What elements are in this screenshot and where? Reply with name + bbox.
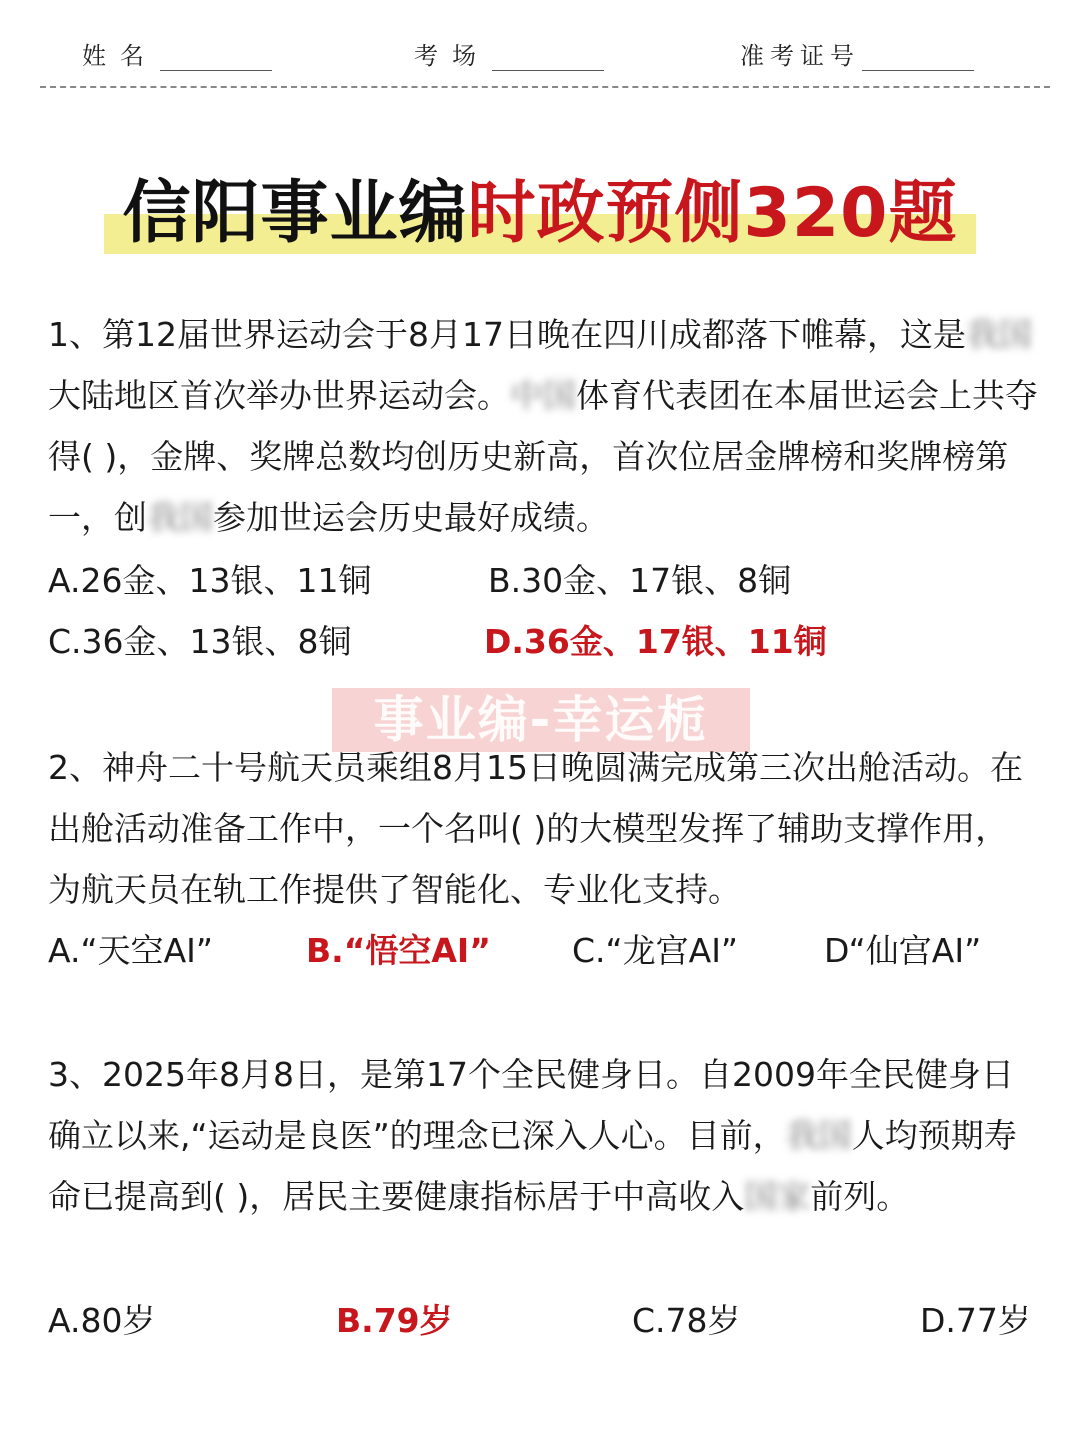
question-2-option-a[interactable]: A.“天空AI” [48, 931, 213, 970]
question-2-option-b-correct[interactable]: B.“悟空AI” [306, 931, 491, 970]
venue-label: 考场 [414, 42, 490, 70]
venue-blank-line [492, 44, 604, 71]
blurred-word: 中国 [510, 376, 576, 415]
question-1-option-b[interactable]: B.30金、17银、8铜 [488, 561, 792, 600]
blurred-word: 我国 [147, 498, 213, 537]
question-2-text: 2、神舟二十号航天员乘组8月15日晚圆满完成第三次出舱活动。在出舱活动准备工作中，一个名叫( )的大模型发挥了辅助支撑作用，为航天员在轨工作提供了智能化、专业化支持。 [48, 748, 1023, 909]
name-field[interactable] [82, 36, 272, 71]
venue-field[interactable] [414, 36, 604, 71]
question-3-option-a[interactable]: A.80岁 [48, 1301, 156, 1340]
name-label: 姓名 [82, 42, 158, 70]
question-3-option-c[interactable]: C.78岁 [632, 1301, 741, 1340]
question-2-option-c[interactable]: C.“龙宫AI” [572, 931, 739, 970]
name-blank-line [160, 44, 272, 71]
dashed-divider [40, 86, 1050, 88]
title-part-red: 时政预侧320题 [467, 174, 958, 253]
question-1-option-c[interactable]: C.36金、13银、8铜 [48, 622, 352, 661]
title-part-black: 信阳事业编 [122, 174, 468, 253]
question-3-option-d[interactable]: D.77岁 [920, 1301, 1031, 1340]
question-3-text: 3、2025年8月8日，是第17个全民健身日。自2009年全民健身日确立以来,“运动是良医”的理念已深入人心。目前，我国人均预期寿命已提高到( )，居民主要健康指标居于中高收入国家前列。 [48, 1044, 1038, 1227]
question-3-options-row [48, 1290, 1038, 1351]
candidate-info-fields [0, 36, 1080, 76]
question-1-options-row-1 [48, 550, 1038, 611]
question-2-options-row [48, 920, 1038, 981]
watermark: 事业编-幸运栀 [332, 688, 750, 752]
question-1-options-row-2 [48, 611, 1038, 672]
question-1-option-a[interactable]: A.26金、13银、11铜 [48, 561, 372, 600]
question-1-text: 1、第12届世界运动会于8月17日晚在四川成都落下帷幕，这是我国大陆地区首次举办世界运动会。中国体育代表团在本届世运会上共夺得( )，金牌、奖牌总数均创历史新高，首次位居金牌榜和奖牌榜第一，创我国参加世运会历史最好成绩。 [48, 304, 1038, 548]
exam-id-blank-line [862, 44, 974, 71]
question-2-option-d[interactable]: D“仙宫AI” [824, 931, 982, 970]
page-title [0, 172, 1080, 262]
blurred-word: 国家 [744, 1177, 811, 1216]
question-1-option-d-correct[interactable]: D.36金、17银、11铜 [484, 622, 827, 661]
blurred-word: 我国 [785, 1116, 852, 1155]
blurred-word: 我国 [965, 315, 1032, 354]
exam-id-field[interactable] [740, 36, 974, 71]
exam-id-label: 准考证号 [740, 42, 860, 70]
question-3-option-b-correct[interactable]: B.79岁 [336, 1301, 453, 1340]
